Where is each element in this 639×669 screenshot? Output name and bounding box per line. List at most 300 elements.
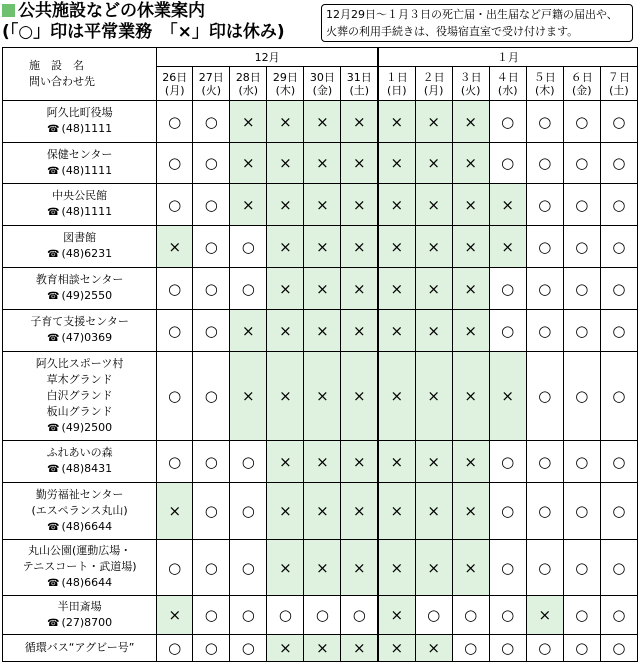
open-mark: ○: [501, 279, 515, 298]
closed-cell: [230, 352, 267, 441]
closed-mark: ×: [352, 112, 366, 131]
closed-cell: [267, 483, 304, 540]
closed-cell: [304, 540, 341, 596]
open-cell: [230, 483, 267, 540]
closed-mark: ×: [427, 321, 440, 340]
day-header: [230, 67, 267, 101]
facility-phone: [3, 330, 156, 347]
open-mark: ○: [612, 154, 626, 172]
open-mark: ○: [241, 606, 255, 624]
table-row: [3, 596, 638, 635]
facility-cell: [3, 635, 157, 662]
open-cell: [157, 352, 193, 441]
closed-cell: [378, 483, 415, 540]
closed-mark: ×: [316, 387, 329, 405]
closed-cell: [341, 310, 378, 352]
open-cell: [157, 268, 193, 310]
phone-number: (49)2550: [61, 289, 113, 302]
closed-mark: ×: [464, 112, 477, 131]
closed-cell: [341, 143, 378, 184]
day-header: [563, 67, 600, 101]
closed-cell: [415, 143, 452, 184]
open-mark: ○: [575, 154, 589, 172]
open-mark: ○: [501, 558, 515, 577]
facility-phone: [3, 420, 156, 437]
open-mark: ○: [538, 452, 552, 471]
open-cell: [563, 596, 600, 635]
closed-cell: [341, 483, 378, 540]
open-cell: [489, 483, 526, 540]
facility-phone: [3, 121, 156, 138]
closed-cell: [415, 483, 452, 540]
open-cell: [452, 635, 489, 662]
closed-cell: [230, 101, 267, 143]
open-mark: ○: [241, 452, 255, 471]
closed-mark: ×: [390, 502, 404, 520]
closed-mark: ×: [316, 112, 329, 131]
closed-mark: ×: [168, 606, 182, 624]
closed-cell: [304, 441, 341, 483]
closed-mark: ×: [390, 195, 404, 214]
phone-number: (48)6231: [61, 247, 113, 260]
closed-cell: [452, 226, 489, 268]
open-mark: ○: [427, 606, 441, 624]
open-mark: ○: [538, 502, 552, 520]
open-cell: [563, 352, 600, 441]
phone-icon: ☎: [47, 578, 60, 589]
closed-mark: ×: [352, 502, 366, 520]
closed-mark: ×: [427, 279, 440, 298]
open-mark: ○: [501, 639, 515, 657]
open-cell: [526, 184, 563, 226]
facility-cell: [3, 226, 157, 268]
page-title: [2, 1, 205, 21]
closed-mark: ×: [464, 387, 477, 405]
closed-mark: ×: [242, 112, 255, 131]
day-header: [600, 67, 637, 101]
facility-cell: [3, 101, 157, 143]
open-mark: ○: [575, 237, 589, 256]
facility-phone: [3, 519, 156, 536]
day-header: [157, 67, 193, 101]
day-date: 26日: [162, 70, 188, 84]
closed-cell: [157, 226, 193, 268]
closed-mark: ×: [279, 112, 292, 131]
closed-cell: [304, 352, 341, 441]
day-of-week: (月): [164, 83, 185, 97]
open-cell: [193, 352, 230, 441]
phone-icon: ☎: [47, 207, 60, 218]
open-mark: ○: [612, 321, 626, 340]
open-cell: [600, 184, 637, 226]
facility-header: [3, 48, 157, 101]
closed-mark: ×: [464, 279, 477, 298]
open-cell: [157, 184, 193, 226]
open-cell: [600, 483, 637, 540]
facility-phone: [3, 575, 156, 592]
table-row: [3, 441, 638, 483]
contact-header-label: 問い合わせ先: [29, 75, 95, 88]
open-mark: ○: [575, 195, 589, 214]
closed-cell: [415, 441, 452, 483]
day-header: [415, 67, 452, 101]
open-cell: [193, 184, 230, 226]
phone-number: (48)8431: [61, 462, 113, 475]
closed-cell: [230, 184, 267, 226]
open-cell: [563, 184, 600, 226]
open-mark: ○: [501, 452, 515, 471]
closed-mark: ×: [464, 237, 477, 256]
closed-mark: ×: [352, 558, 366, 577]
day-date: ３日: [459, 70, 482, 84]
closed-mark: ×: [279, 321, 292, 340]
closed-mark: ×: [390, 154, 404, 172]
open-cell: [193, 540, 230, 596]
closed-mark: ×: [352, 452, 366, 471]
closed-cell: [304, 226, 341, 268]
facility-name: 板山グランド: [46, 404, 113, 418]
closed-cell: [415, 352, 452, 441]
open-mark: ○: [575, 452, 589, 471]
closed-mark: ×: [427, 502, 440, 520]
open-mark: ○: [501, 321, 515, 340]
closed-cell: [378, 635, 415, 662]
open-mark: ○: [168, 321, 182, 340]
day-date: ４日: [496, 70, 519, 84]
open-mark: ○: [501, 606, 515, 624]
closed-mark: ×: [464, 195, 477, 214]
open-cell: [526, 226, 563, 268]
closed-mark: ×: [316, 154, 329, 172]
open-mark: ○: [352, 606, 366, 624]
open-mark: ○: [538, 639, 552, 657]
facility-phone: [3, 204, 156, 221]
open-cell: [157, 310, 193, 352]
open-cell: [600, 635, 637, 662]
open-cell: [600, 143, 637, 184]
day-date: ２日: [422, 70, 445, 84]
closed-mark: ×: [352, 154, 366, 172]
table-row: [3, 143, 638, 184]
closed-mark: ×: [352, 639, 366, 657]
table-row: [3, 101, 638, 143]
table-header: [3, 48, 638, 101]
open-mark: ○: [204, 321, 218, 340]
open-cell: [489, 143, 526, 184]
phone-icon: ☎: [47, 521, 60, 533]
closed-cell: [489, 184, 526, 226]
open-mark: ○: [612, 279, 626, 298]
closed-cell: [304, 635, 341, 662]
open-cell: [157, 540, 193, 596]
open-cell: [193, 143, 230, 184]
open-mark: ○: [168, 154, 182, 172]
closed-cell: [378, 352, 415, 441]
closed-cell: [341, 635, 378, 662]
day-date: ７日: [607, 70, 630, 84]
open-mark: ○: [575, 321, 589, 340]
closed-cell: [341, 352, 378, 441]
open-mark: ○: [538, 112, 552, 131]
open-mark: ○: [204, 112, 218, 131]
open-mark: ○: [204, 195, 218, 214]
open-mark: ○: [464, 606, 478, 624]
title-marker-icon: [2, 4, 15, 17]
open-cell: [230, 540, 267, 596]
facility-cell: [3, 596, 157, 635]
open-mark: ○: [501, 502, 515, 520]
day-date: １日: [385, 70, 408, 84]
open-cell: [157, 441, 193, 483]
open-cell: [230, 635, 267, 662]
open-cell: [563, 540, 600, 596]
closed-mark: ×: [316, 452, 329, 471]
open-cell: [157, 635, 193, 662]
open-cell: [193, 441, 230, 483]
closed-mark: ×: [427, 237, 440, 256]
closed-mark: ×: [464, 558, 477, 577]
phone-icon: ☎: [47, 291, 60, 302]
closed-cell: [267, 101, 304, 143]
facility-phone: [3, 163, 156, 180]
day-date: 30日: [309, 70, 335, 84]
day-header: [304, 67, 341, 101]
open-cell: [563, 143, 600, 184]
day-of-week: (日): [387, 83, 407, 97]
facility-name: 教育相談センター: [35, 273, 124, 286]
open-mark: ○: [204, 558, 218, 577]
day-header: [378, 67, 415, 101]
day-header: [341, 67, 378, 101]
closed-mark: ×: [279, 387, 292, 405]
facility-cell: [3, 310, 157, 352]
open-mark: ○: [575, 387, 589, 405]
open-cell: [230, 596, 267, 635]
closed-mark: ×: [168, 237, 182, 256]
closed-mark: ×: [316, 279, 329, 298]
open-cell: [563, 310, 600, 352]
open-cell: [193, 268, 230, 310]
facility-name: 勤労福祉センター: [35, 487, 124, 501]
table-body: [3, 101, 638, 662]
open-cell: [341, 596, 378, 635]
closed-mark: ×: [316, 321, 329, 340]
closed-cell: [415, 635, 452, 662]
closed-mark: ×: [390, 606, 404, 624]
closed-cell: [452, 441, 489, 483]
open-mark: ○: [204, 502, 218, 520]
closed-cell: [267, 540, 304, 596]
open-cell: [563, 268, 600, 310]
closed-cell: [341, 268, 378, 310]
facility-cell: [3, 184, 157, 226]
open-cell: [563, 441, 600, 483]
open-cell: [193, 101, 230, 143]
open-cell: [304, 596, 341, 635]
closed-mark: ×: [279, 558, 292, 577]
closed-cell: [378, 596, 415, 635]
open-mark: ○: [168, 452, 182, 471]
open-mark: ○: [168, 195, 182, 214]
closed-mark: ×: [242, 321, 255, 340]
day-date: ５日: [533, 70, 556, 84]
open-mark: ○: [575, 558, 589, 577]
closed-mark: ×: [279, 452, 292, 471]
open-mark: ○: [612, 387, 626, 405]
closed-mark: ×: [316, 237, 329, 256]
facility-phone: [3, 246, 156, 263]
facility-phone: [3, 615, 156, 632]
closed-cell: [267, 352, 304, 441]
closed-cell: [157, 483, 193, 540]
table-row: [3, 635, 638, 662]
closed-cell: [341, 441, 378, 483]
facility-header-label: 施 設 名: [29, 59, 84, 72]
open-cell: [489, 268, 526, 310]
open-mark: ○: [168, 279, 182, 298]
phone-icon: ☎: [47, 124, 60, 135]
closed-mark: ×: [390, 387, 404, 405]
open-mark: ○: [612, 639, 626, 657]
closed-cell: [341, 101, 378, 143]
closed-cell: [341, 540, 378, 596]
facility-name: テニスコート・武道場): [22, 560, 137, 573]
open-cell: [489, 540, 526, 596]
closed-cell: [378, 143, 415, 184]
table-row: [3, 226, 638, 268]
phone-number: (49)2500: [61, 420, 113, 434]
closed-cell: [267, 184, 304, 226]
day-header: [489, 67, 526, 101]
closed-mark: ×: [316, 502, 329, 520]
closed-cell: [378, 101, 415, 143]
day-date: 27日: [198, 70, 224, 84]
closed-mark: ×: [168, 502, 182, 520]
closed-mark: ×: [464, 452, 477, 471]
open-mark: ○: [538, 558, 552, 577]
closed-mark: ×: [427, 195, 440, 214]
open-cell: [489, 441, 526, 483]
open-cell: [489, 596, 526, 635]
table-row: [3, 310, 638, 352]
table-row: [3, 268, 638, 310]
open-mark: ○: [204, 452, 218, 471]
closed-cell: [157, 596, 193, 635]
open-cell: [489, 101, 526, 143]
open-mark: ○: [204, 279, 218, 298]
facility-name: 中央公民館: [52, 189, 108, 202]
closed-cell: [304, 268, 341, 310]
day-of-week: (水): [497, 83, 518, 97]
closed-cell: [378, 226, 415, 268]
notice-box: 12月29日～１月３日の死亡届・出生届など戸籍の届出や、火葬の利用手続きは、役場宿直室で受け付けます。: [321, 4, 633, 42]
open-mark: ○: [168, 558, 182, 577]
table-row: [3, 540, 638, 596]
facility-name: 草木グランド: [46, 372, 113, 386]
closed-cell: [267, 635, 304, 662]
closed-cell: [415, 184, 452, 226]
closed-cell: [489, 352, 526, 441]
closed-mark: ×: [390, 452, 404, 471]
closed-mark: ×: [352, 195, 366, 214]
open-mark: ○: [538, 321, 552, 340]
open-mark: ○: [612, 237, 626, 256]
day-of-week: (土): [609, 83, 629, 97]
open-mark: ○: [612, 502, 626, 520]
facility-name: (エスペランス丸山): [31, 503, 128, 517]
closed-mark: ×: [279, 502, 292, 520]
open-cell: [526, 310, 563, 352]
closed-mark: ×: [501, 195, 514, 214]
closed-cell: [415, 226, 452, 268]
open-mark: ○: [612, 606, 626, 624]
open-mark: ○: [612, 558, 626, 577]
phone-number: (48)1111: [61, 122, 113, 135]
open-cell: [526, 268, 563, 310]
month-header-december: 12月: [157, 48, 378, 67]
day-of-week: (木): [534, 83, 555, 97]
phone-number: (48)6644: [61, 576, 113, 589]
open-cell: [600, 540, 637, 596]
closed-cell: [267, 268, 304, 310]
closed-mark: ×: [352, 237, 366, 256]
month-header-january: １月: [378, 48, 637, 67]
open-mark: ○: [204, 387, 218, 405]
open-mark: ○: [538, 195, 552, 214]
closed-mark: ×: [538, 606, 552, 624]
open-cell: [563, 226, 600, 268]
closed-cell: [452, 184, 489, 226]
open-cell: [230, 268, 267, 310]
closed-cell: [378, 268, 415, 310]
day-of-week: (金): [572, 83, 592, 97]
closed-cell: [415, 268, 452, 310]
open-cell: [600, 268, 637, 310]
facility-name: 丸山公園(運動広場・: [27, 544, 132, 557]
closed-mark: ×: [352, 387, 366, 405]
open-cell: [489, 635, 526, 662]
closed-cell: [304, 143, 341, 184]
facility-name: 循環バス“アグビー号”: [24, 641, 135, 654]
phone-number: (27)8700: [61, 615, 113, 629]
open-cell: [415, 596, 452, 635]
closed-cell: [415, 310, 452, 352]
open-cell: [563, 483, 600, 540]
open-cell: [600, 596, 637, 635]
day-header: [526, 67, 563, 101]
facility-cell: [3, 483, 157, 540]
closed-cell: [304, 184, 341, 226]
closed-cell: [304, 483, 341, 540]
open-mark: ○: [278, 606, 292, 624]
open-mark: ○: [538, 154, 552, 172]
open-cell: [526, 441, 563, 483]
closed-cell: [452, 143, 489, 184]
open-cell: [600, 352, 637, 441]
closed-cell: [378, 441, 415, 483]
closed-cell: [304, 310, 341, 352]
open-mark: ○: [204, 639, 218, 657]
closed-mark: ×: [242, 154, 255, 172]
phone-icon: ☎: [47, 249, 60, 260]
day-of-week: (土): [349, 83, 370, 97]
phone-icon: ☎: [47, 422, 60, 434]
day-of-week: (火): [460, 83, 481, 97]
phone-icon: ☎: [47, 165, 60, 177]
day-header: [452, 67, 489, 101]
legend-line: (「○」印は平常業務 「×」印は休み): [2, 22, 285, 42]
facility-name: 半田斎場: [57, 599, 102, 613]
